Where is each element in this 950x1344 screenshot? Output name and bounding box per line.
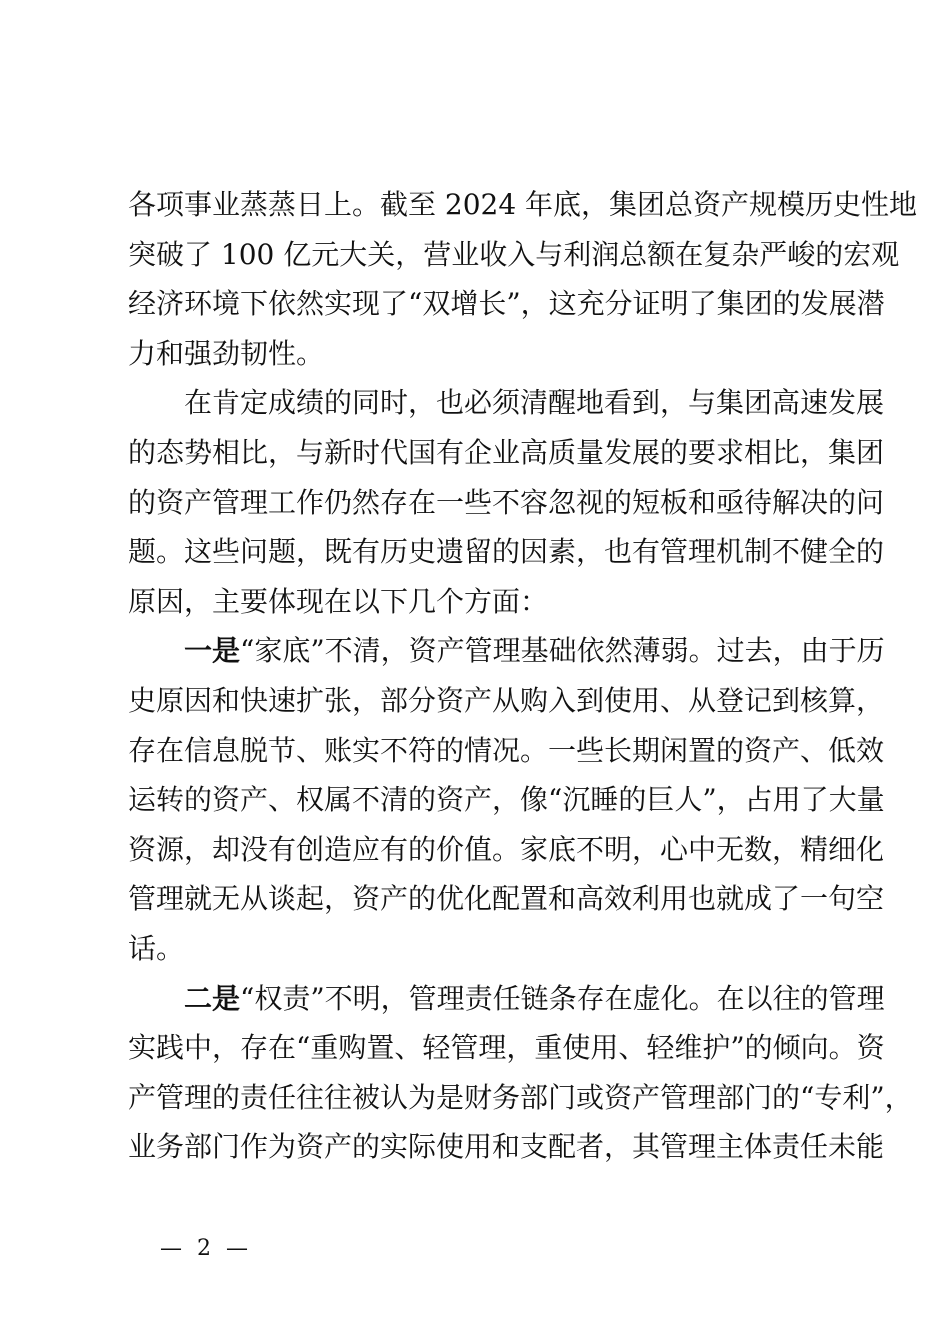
body-line: 史原因和快速扩张，部分资产从购入到使用、从登记到核算， bbox=[128, 683, 885, 717]
body-line: 的态势相比，与新时代国有企业高质量发展的要求相比，集团 bbox=[128, 435, 885, 469]
body-line: 力和强劲韧性。 bbox=[128, 336, 325, 370]
paragraph-lead: 一是 bbox=[184, 634, 241, 668]
body-line: 题。这些问题，既有历史遗留的因素，也有管理机制不健全的 bbox=[128, 535, 885, 569]
body-line: 在肯定成绩的同时，也必须清醒地看到，与集团高速发展 bbox=[184, 386, 885, 420]
body-line: 各项事业蒸蒸日上。截至 2024 年底，集团总资产规模历史性地 bbox=[128, 188, 918, 221]
body-line: 存在信息脱节、账实不符的情况。一些长期闲置的资产、低效 bbox=[128, 733, 885, 767]
paragraph-lead: 二是 bbox=[184, 981, 241, 1015]
body-line: 突破了 100 亿元大关，营业收入与利润总额在复杂严峻的宏观 bbox=[128, 237, 900, 271]
body-line: 经济环境下依然实现了“双增长”，这充分证明了集团的发展潜 bbox=[128, 287, 885, 321]
body-line: 原因，主要体现在以下几个方面： bbox=[128, 584, 549, 618]
body-line: 资源，却没有创造应有的价值。家底不明，心中无数，精细化 bbox=[128, 832, 885, 866]
body-line: 运转的资产、权属不清的资产，像“沉睡的巨人”，占用了大量 bbox=[128, 783, 885, 817]
body-line-with-lead bbox=[128, 626, 885, 676]
body-line: 业务部门作为资产的实际使用和支配者，其管理主体责任未能 bbox=[128, 1130, 885, 1164]
body-line: 实践中，存在“重购置、轻管理，重使用、轻维护”的倾向。资 bbox=[128, 1031, 885, 1065]
body-line: 产管理的责任往往被认为是财务部门或资产管理部门的“专利”， bbox=[128, 1080, 913, 1114]
page-number: — 2 — bbox=[160, 1236, 252, 1261]
document-body bbox=[128, 180, 918, 1172]
body-line-rest: “权责”不明，管理责任链条存在虚化。在以往的管理 bbox=[240, 981, 885, 1015]
body-line-rest: “家底”不清，资产管理基础依然薄弱。过去，由于历 bbox=[240, 634, 885, 668]
body-line: 的资产管理工作仍然存在一些不容忽视的短板和亟待解决的问 bbox=[128, 485, 885, 519]
body-line-with-lead bbox=[128, 974, 885, 1024]
body-line: 管理就无从谈起，资产的优化配置和高效利用也就成了一句空 bbox=[128, 882, 885, 916]
body-line: 话。 bbox=[128, 931, 185, 965]
